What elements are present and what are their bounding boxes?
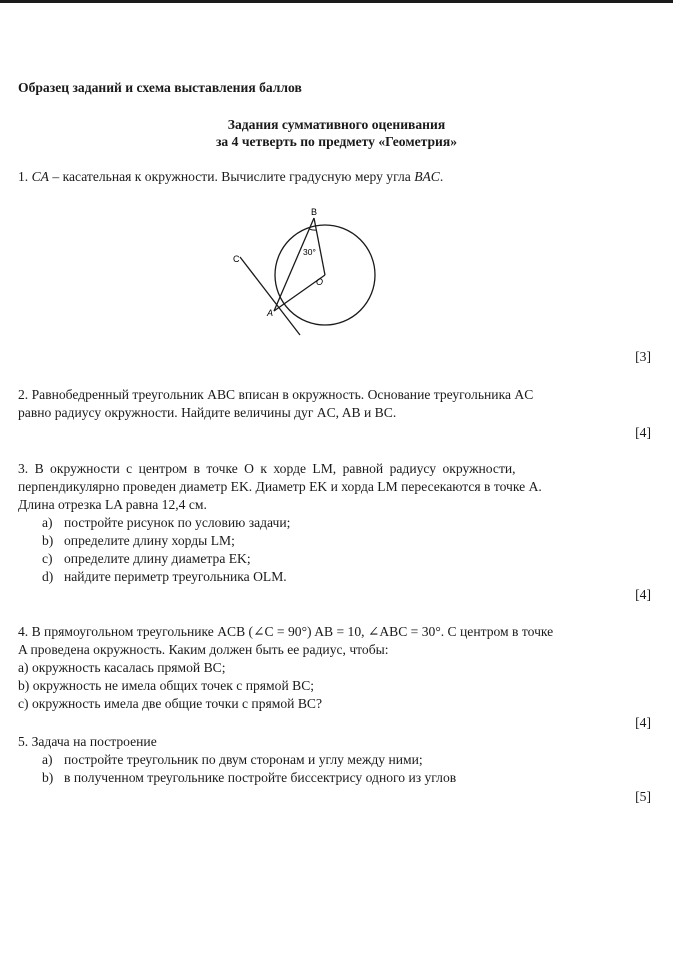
task-3-item-a: a) постройте рисунок по условию задачи; (42, 515, 291, 530)
task-3-item-d: d) найдите периметр треугольника OLM. (42, 569, 287, 584)
task-3-score: [4] (635, 587, 651, 602)
label-o: O (316, 277, 324, 287)
label-c: C (233, 254, 240, 264)
task-5-item-a: a) постройте треугольник по двум сторонам и углу между ними; (42, 752, 423, 767)
task-2-line-2: равно радиусу окружности. Найдите величины дуг AC, AB и BC. (18, 405, 397, 420)
task-3-item-c: c) определите длину диаметра EK; (42, 551, 251, 566)
task-2-line-1: 2. Равнобедренный треугольник ABC вписан в окружность. Основание треугольника AC (18, 387, 534, 402)
task-4-item-b: b) окружность не имела общих точек с прямой BC; (18, 678, 315, 693)
task-5-score: [5] (635, 789, 651, 804)
task-3-line-1: 3. В окружности с центром в точке O к хорде LM, равной радиусу окружности, (18, 461, 516, 476)
task-3-item-b: b) определите длину хорды LM; (42, 533, 235, 548)
task-4-line-1: 4. В прямоугольном треугольнике ACB (∠C = 90°) AB = 10, ∠ABC = 30°. С центром в точке (18, 624, 554, 639)
task-1-score: [3] (635, 349, 651, 364)
task-1-figure (225, 205, 385, 340)
task-5-title: 5. Задача на построение (18, 734, 157, 749)
document-subtitle-1: Задания суммативного оценивания (227, 117, 446, 132)
task-4-item-a: a) окружность касалась прямой BC; (18, 660, 226, 675)
document-subtitle-2: за 4 четверть по предмету «Геометрия» (215, 134, 458, 149)
top-border (0, 0, 673, 3)
task-5-item-b: b) в полученном треугольнике постройте биссектрису одного из углов (42, 770, 457, 785)
tangent-line (240, 257, 300, 335)
task-3-line-2: перпендикулярно проведен диаметр EK. Диаметр EK и хорда LM пересекаются в точке A. (18, 479, 542, 494)
angle-arc (310, 229, 317, 230)
label-b: B (311, 207, 318, 217)
task-4-line-2: A проведена окружность. Каким должен быть ее радиус, чтобы: (18, 642, 389, 657)
task-4-score: [4] (635, 715, 651, 730)
task-2-score: [4] (635, 425, 651, 440)
task-3-line-3: Длина отрезка LA равна 12,4 см. (18, 497, 207, 512)
task-1-text: 1. CA – касательная к окружности. Вычислите градусную меру угла BAC. (18, 169, 444, 184)
document-title: Образец заданий и схема выставления баллов (18, 80, 302, 95)
task-4-item-c: c) окружность имела две общие точки с прямой BC? (18, 696, 322, 711)
angle-label: 30° (303, 247, 316, 257)
label-a: A (267, 308, 274, 318)
